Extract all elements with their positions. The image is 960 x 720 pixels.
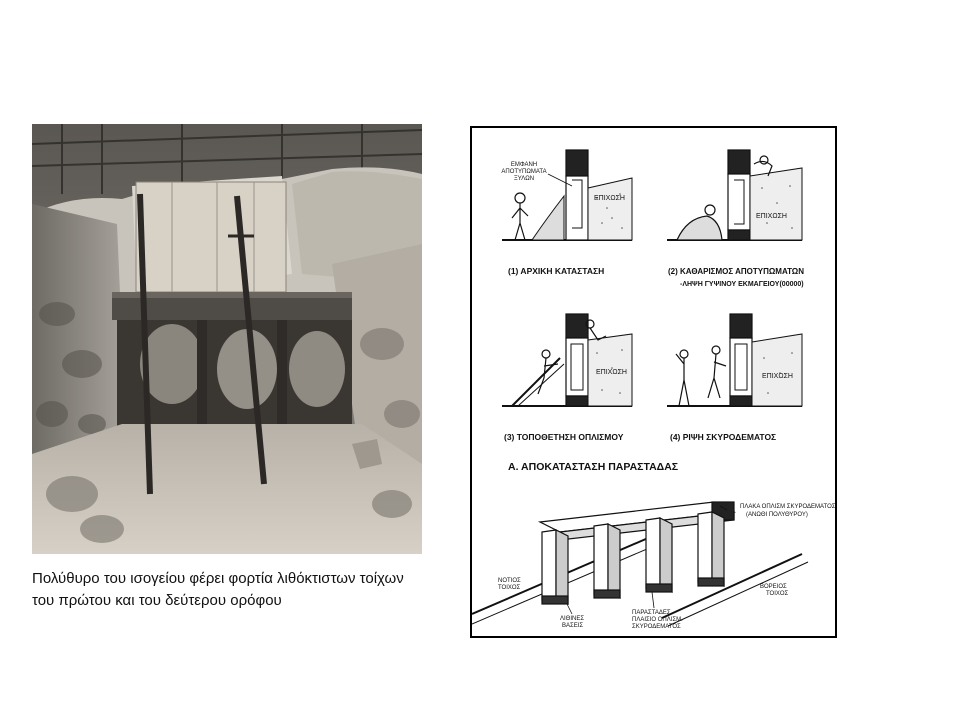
- panel-4-caption: (4) ΡΙΨΗ ΣΚΥΡΟΔΕΜΑΤΟΣ: [670, 432, 777, 442]
- panel-2-illustration: [667, 150, 802, 240]
- panel-2-caption-line-1: (2) ΚΑΘΑΡΙΣΜΟΣ ΑΠΟΤΥΠΩΜΑΤΩΝ: [668, 267, 804, 276]
- north-wall-label-line-2: ΤΟΙΧΟΣ: [766, 591, 789, 597]
- panel-2-fill-label: ΕΠΙΧΩΣΗ: [756, 213, 787, 220]
- north-wall-label-line-1: ΒΟΡΕΙΟΣ: [760, 584, 787, 590]
- ground-floor-photo-image: [32, 124, 422, 554]
- panel-2-caption-line-2: -ΛΗΨΗ ΓΥΨΙΝΟΥ ΕΚΜΑΓΕΙΟΥ(00000): [680, 281, 804, 288]
- restoration-drawing: [470, 126, 837, 638]
- slab-label-line-2: (ΑΝΩΘΙ ΠΟΛΥΘΥΡΟΥ): [746, 512, 808, 518]
- isometric-portico: [472, 502, 808, 626]
- south-wall-label-line-1: ΝΟΤΙΟΣ: [498, 578, 521, 584]
- piers-label-line-1: ΠΑΡΑΣΤΑΔΕΣ: [632, 610, 671, 616]
- panel-3-fill-label: ΕΠΙΧΩΣΗ: [596, 369, 627, 376]
- photo-caption-line-1: Πολύθυρο του ισογείου φέρει φορτία λιθόκτιστων τοίχων: [32, 570, 404, 587]
- panel-1-fill-label: ΕΠΙΧΩΣΗ: [594, 195, 625, 202]
- photo-caption-line-2: του πρώτου και του δεύτερου ορόφου: [32, 592, 282, 609]
- panel-4-illustration: [667, 314, 802, 406]
- panel-1-note-line-3: ΞΥΛΩΝ: [513, 176, 535, 182]
- restoration-drawing-canvas: [472, 128, 835, 636]
- section-title: Α. ΑΠΟΚΑΤΑΣΤΑΣΗ ΠΑΡΑΣΤΑΔΑΣ: [508, 461, 679, 473]
- piers-label-line-3: ΣΚΥΡΟΔΕΜΑΤΟΣ: [632, 624, 681, 630]
- panel-4-fill-label: ΕΠΙΧΩΣΗ: [762, 373, 793, 380]
- photo-caption: [32, 568, 452, 612]
- stone-bases-label-line-1: ΛΙΘΙΝΕΣ: [560, 616, 585, 622]
- panel-1-note-line-1: ΕΜΦΑΝΗ: [510, 162, 538, 168]
- panel-1-caption: (1) ΑΡΧΙΚΗ ΚΑΤΑΣΤΑΣΗ: [508, 266, 605, 276]
- panel-3-caption: (3) ΤΟΠΟΘΕΤΗΣΗ ΟΠΛΙΣΜΟΥ: [504, 432, 624, 442]
- stone-bases-label-line-2: ΒΑΣΕΙΣ: [562, 623, 584, 629]
- south-wall-label-line-2: ΤΟΙΧΟΣ: [498, 585, 521, 591]
- slab-label-line-1: ΠΛΑΚΑ ΟΠΛΙΣΜ ΣΚΥΡΟΔΕΜΑΤΟΣ: [740, 504, 835, 510]
- panel-3-illustration: [502, 314, 632, 406]
- ground-floor-photo: [32, 124, 422, 554]
- piers-label-line-2: ΠΛΑΙΣΙΟ ΟΠΛΙΣΜ.: [632, 617, 683, 623]
- panel-1-note-line-2: ΑΠΟΤΥΠΩΜΑΤΑ: [501, 169, 547, 175]
